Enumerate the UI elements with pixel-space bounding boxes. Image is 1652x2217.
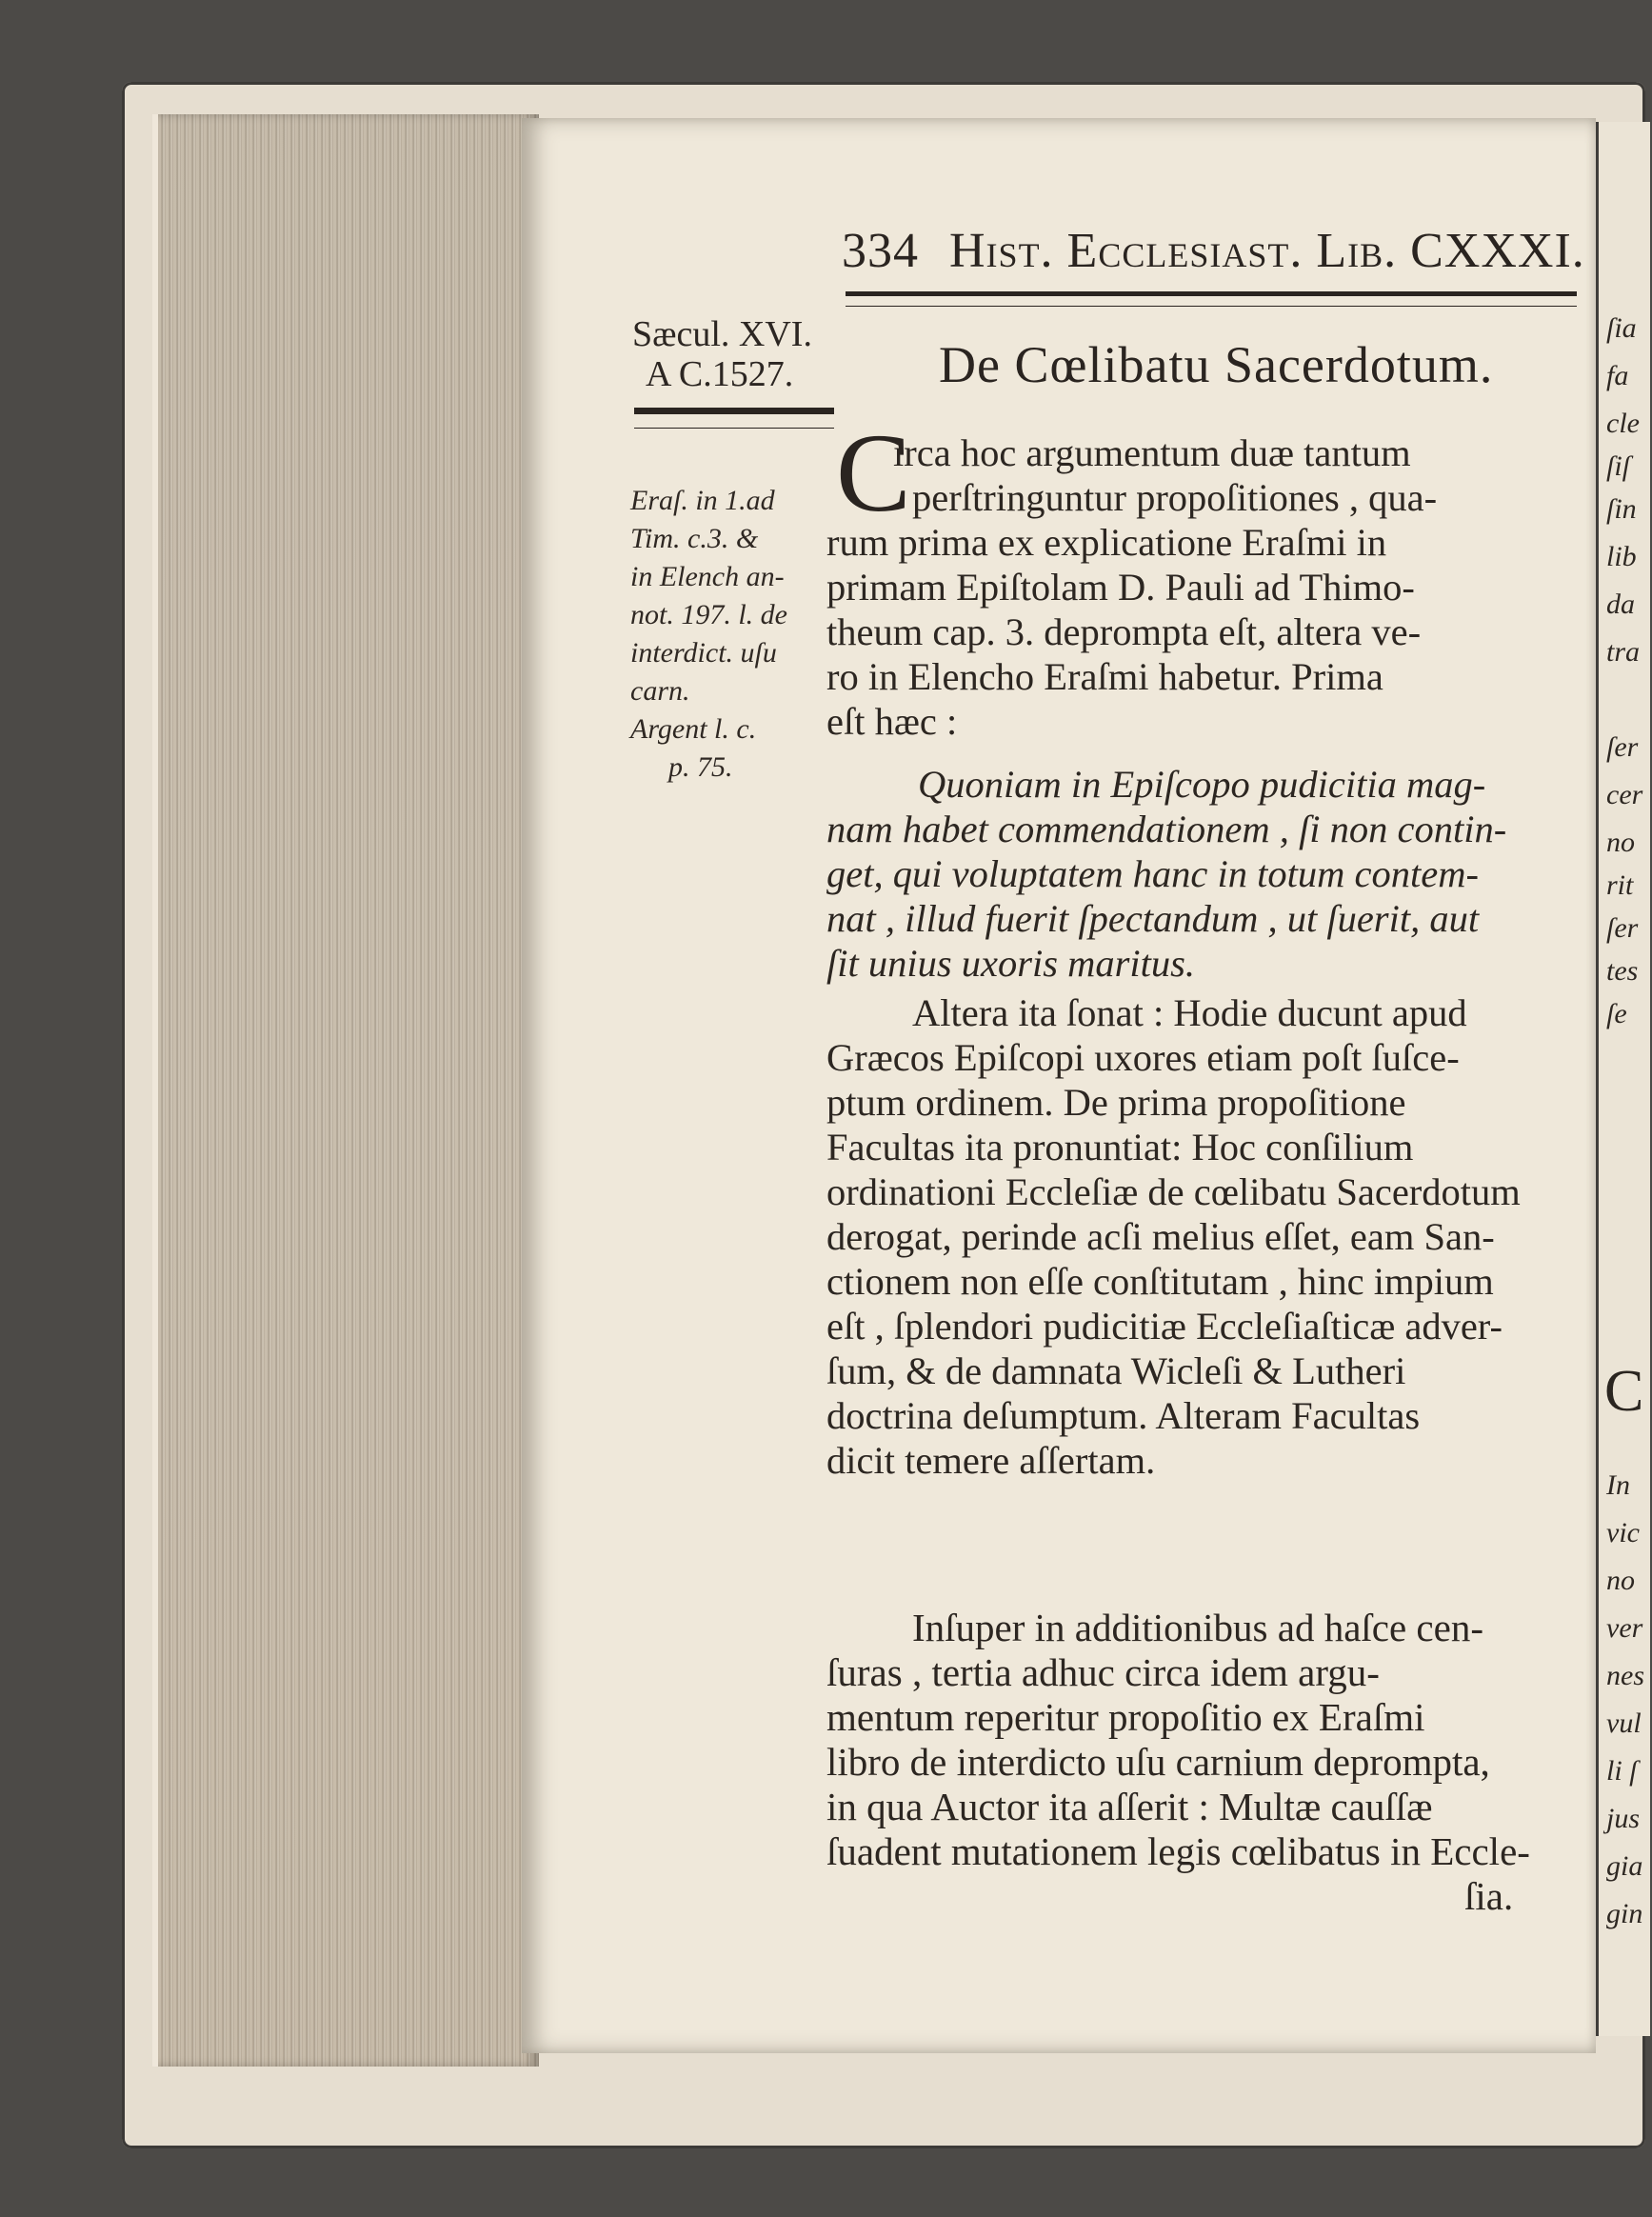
facing-page-fragment (1596, 122, 1650, 2036)
margin-sidenote (630, 482, 847, 787)
margin-date (632, 314, 851, 394)
text-line: ro in Elencho Eraſmi habetur. Prima (826, 655, 1383, 698)
text-line: ſum, & de damnata Wicleſi & Lutheri (826, 1349, 1406, 1392)
paragraph-1 (826, 430, 1579, 744)
facing-page-fragment-text: ſia (1606, 312, 1637, 344)
sidenote-line: Argent l. c. (630, 713, 757, 745)
text-line: rum prima ex explicatione Eraſmi in (826, 521, 1387, 564)
text-line: ctionem non eſſe conſtitutam , hinc impium (826, 1260, 1494, 1303)
section-title: De Cœlibatu Sacerdotum. (939, 336, 1494, 393)
text-line: libro de interdicto uſu carnium deprompta, (826, 1740, 1490, 1784)
running-head (842, 223, 1585, 280)
facing-page-fragment-text: tes (1606, 955, 1639, 987)
margin-rule (634, 408, 834, 429)
text-line: Facultas ita pronuntiat: Hoc conſilium (826, 1126, 1414, 1168)
facing-page-fragment-text: cle (1606, 408, 1640, 439)
text-line: primam Epiſtolam D. Pauli ad Thimo- (826, 566, 1415, 609)
text-line: in qua Auctor ita aſſerit : Multæ cauſſæ (826, 1785, 1433, 1828)
text-line: derogat, perinde acſi melius eſſet, eam San- (826, 1215, 1495, 1258)
facing-page-fragment-text: lib (1606, 541, 1637, 572)
facing-page-fragment-text: ſer (1606, 731, 1639, 763)
facing-page-fragment-text: C (1604, 1359, 1644, 1424)
facing-page-fragment-text: ſer (1606, 912, 1639, 944)
facing-page-fragment-text: cer (1606, 779, 1643, 810)
text-line: eſt hæc : (826, 700, 958, 743)
drop-cap: C (836, 410, 911, 535)
text-line: mentum reperitur propoſitio ex Eraſmi (826, 1695, 1425, 1739)
text-line: ſuadent mutationem legis cœlibatus in Eccle- (826, 1829, 1530, 1873)
facing-page-fragment-text: ſe (1606, 998, 1627, 1029)
sidenote-line: interdict. uſu (630, 637, 777, 669)
sidenote-line: Tim. c.3. & (630, 523, 759, 554)
facing-page-fragment-text: ſin (1606, 493, 1637, 525)
text-line: Græcos Epiſcopi uxores etiam poſt ſuſce- (826, 1036, 1460, 1079)
saeculum-label: Sæcul. XVI. (632, 314, 812, 354)
facing-page-fragment-text: vic (1606, 1517, 1640, 1548)
facing-page-fragment-text: nes (1606, 1660, 1644, 1691)
text-line: Inſuper in additionibus ad haſce cen- (912, 1606, 1483, 1649)
text-line: get, qui voluptatem hanc in totum contem- (826, 852, 1479, 895)
text-line: nam habet commendationem , ſi non contin- (826, 808, 1507, 850)
facing-page-fragment-text: jus (1606, 1803, 1641, 1834)
facing-page-fragment-text: no (1606, 827, 1635, 858)
text-line: Quoniam in Epiſcopo pudicitia mag- (918, 763, 1486, 806)
year-label: A C.1527. (646, 354, 794, 394)
text-line: Altera ita ſonat : Hodie ducunt apud (912, 991, 1467, 1034)
facing-page-fragment-text: In (1606, 1469, 1630, 1501)
facing-page-fragment-text: fa (1606, 360, 1629, 391)
page-edges (152, 114, 539, 2067)
text-line: dicit temere aſſertam. (826, 1439, 1156, 1482)
facing-page-fragment-text: ver (1606, 1612, 1643, 1644)
text-line: ſuras , tertia adhuc circa idem argu- (826, 1650, 1380, 1694)
facing-page-fragment-text: rit (1606, 869, 1634, 901)
sidenote-line: not. 197. l. de (630, 599, 787, 630)
facing-page-fragment-text: tra (1606, 636, 1641, 668)
paragraph-3 (826, 990, 1579, 1483)
facing-page-fragment-text: ſiſ (1606, 450, 1631, 482)
facing-page-fragment-text: no (1606, 1565, 1635, 1596)
text-line: perſtringuntur propoſitiones , qua- (912, 476, 1438, 519)
page-number: 334 (842, 224, 919, 278)
text-line: irca hoc argumentum duæ tantum (893, 431, 1411, 474)
sidenote-line: carn. (630, 675, 690, 707)
text-line: ordinationi Eccleſiæ de cœlibatu Sacerdotum (826, 1170, 1521, 1213)
text-line: ſit unius uxoris maritus. (826, 942, 1196, 985)
text-line: doctrina deſumptum. Alteram Facultas (826, 1394, 1421, 1437)
facing-page-fragment-text: gin (1606, 1898, 1643, 1929)
text-line: nat , illud fuerit ſpectandum , ut ſuerit, aut (826, 897, 1480, 940)
paragraph-4 (826, 1606, 1579, 1919)
text-line: eſt , ſplendori pudicitiæ Eccleſiaſticæ adver- (826, 1305, 1503, 1348)
paragraph-2 (826, 762, 1579, 986)
facing-page-fragment-text: vul (1606, 1708, 1642, 1739)
running-head-title: Hist. Ecclesiast. Lib. CXXXI. (949, 224, 1585, 278)
text-line: ſia. (1464, 1874, 1514, 1918)
sidenote-line: Eraſ. in 1.ad (630, 485, 775, 516)
text-line: ptum ordinem. De prima propoſitione (826, 1081, 1406, 1124)
sidenote-line: in Elench an- (630, 561, 785, 592)
facing-page-fragment-text: gia (1606, 1850, 1643, 1882)
head-rule (846, 291, 1577, 307)
text-line: theum cap. 3. deprompta eſt, altera ve- (826, 610, 1422, 653)
facing-page-fragment-text: da (1606, 589, 1635, 620)
sidenote-line: p. 75. (668, 751, 733, 783)
facing-page-fragment-text: li ſ (1606, 1755, 1638, 1787)
